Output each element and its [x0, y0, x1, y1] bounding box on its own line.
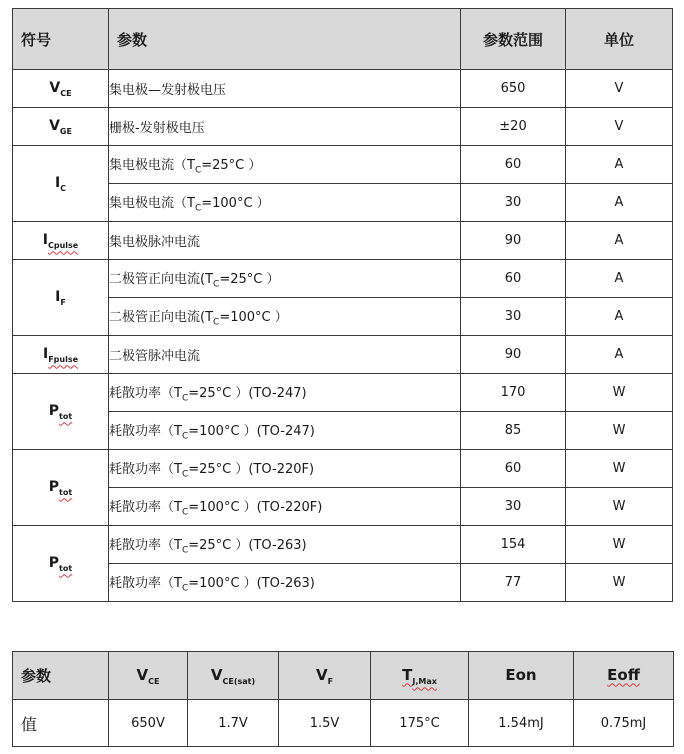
spec-col-header	[371, 652, 469, 700]
param-text: 耗散功率（T	[109, 537, 182, 553]
param-cell	[109, 564, 461, 602]
spec-symbol: T	[402, 665, 413, 684]
symbol-sub: tot	[59, 563, 73, 573]
symbol-cell	[13, 450, 109, 526]
unit-cell: A	[566, 298, 673, 336]
param-text: 耗散功率（T	[109, 575, 182, 591]
param-text: 集电极脉冲电流	[109, 235, 201, 250]
table-row	[13, 564, 673, 602]
spec-symbol: V	[315, 665, 328, 684]
ratings-table	[12, 8, 673, 602]
symbol-sub: tot	[59, 487, 73, 497]
range-cell: 60	[461, 260, 566, 298]
spec-col-header	[109, 652, 188, 700]
spec-value: 1.7V	[188, 700, 279, 747]
unit-cell: A	[566, 336, 673, 374]
param-text: 耗散功率（T	[109, 385, 182, 401]
table-row	[13, 374, 673, 412]
range-cell: 90	[461, 222, 566, 260]
spec-symbol: Eon	[505, 665, 537, 684]
range-cell: 30	[461, 184, 566, 222]
param-cell	[109, 146, 461, 184]
table-row	[13, 298, 673, 336]
table-row	[13, 222, 673, 260]
table-row	[13, 450, 673, 488]
param-cell	[109, 298, 461, 336]
unit-cell: A	[566, 222, 673, 260]
spec-value: 1.5V	[279, 700, 371, 747]
param-sub: C	[181, 583, 189, 594]
spec-value: 650V	[109, 700, 188, 747]
range-cell: 90	[461, 336, 566, 374]
symbol-sub: Cpulse	[47, 240, 79, 250]
symbol-cell	[13, 374, 109, 450]
symbol-main: I	[55, 288, 61, 305]
symbol-sub: Fpulse	[48, 354, 79, 364]
range-cell: ±20	[461, 108, 566, 146]
param-text: 集电极电流（T	[109, 157, 195, 173]
spec-symbol: V	[210, 665, 223, 684]
unit-cell: W	[566, 374, 673, 412]
param-text-post: =100°C ）	[219, 309, 288, 325]
spec-symbol-sub: J,Max	[412, 676, 437, 686]
symbol-main: V	[49, 79, 61, 96]
param-sub: C	[213, 317, 220, 328]
param-cell	[109, 222, 461, 260]
symbol-cell	[13, 108, 109, 146]
param-text: 二极管正向电流(T	[109, 271, 214, 287]
param-cell	[109, 526, 461, 564]
param-text: 二极管正向电流(T	[109, 309, 214, 325]
ratings-header-row	[13, 9, 673, 70]
spec-value: 0.75mJ	[574, 700, 674, 747]
symbol-cell	[13, 222, 109, 260]
symbol-sub: tot	[59, 411, 73, 421]
param-text-post: =100°C ）(TO-220F)	[188, 499, 323, 515]
param-text: 二极管脉冲电流	[109, 349, 201, 364]
symbol-cell	[13, 70, 109, 108]
param-text-post: =100°C ）(TO-247)	[188, 423, 315, 439]
param-sub: C	[181, 545, 189, 556]
unit-cell: W	[566, 564, 673, 602]
param-text: 耗散功率（T	[109, 499, 182, 515]
unit-cell: W	[566, 412, 673, 450]
param-sub: C	[181, 393, 189, 404]
symbol-sub: C	[60, 183, 67, 193]
range-cell: 77	[461, 564, 566, 602]
unit-cell: W	[566, 488, 673, 526]
table-row	[13, 146, 673, 184]
spec-col-header	[188, 652, 279, 700]
unit-cell: A	[566, 260, 673, 298]
header-symbol: 符号	[13, 9, 109, 70]
range-cell: 85	[461, 412, 566, 450]
symbol-main: I	[42, 345, 49, 362]
spec-col-header	[279, 652, 371, 700]
unit-cell: V	[566, 70, 673, 108]
param-text-post: =25°C ）(TO-247)	[188, 385, 307, 401]
specs-header-row	[13, 652, 674, 700]
param-sub: C	[194, 203, 202, 214]
table-row	[13, 108, 673, 146]
param-sub: C	[181, 469, 189, 480]
table-row	[13, 260, 673, 298]
unit-cell: W	[566, 526, 673, 564]
header-range: 参数范围	[461, 9, 566, 70]
spec-value: 175°C	[371, 700, 469, 747]
symbol-main: P	[48, 478, 60, 495]
param-cell	[109, 260, 461, 298]
spec-symbol: Eoff	[607, 665, 640, 684]
range-cell: 170	[461, 374, 566, 412]
param-cell	[109, 184, 461, 222]
param-text-post: =25°C ）	[201, 157, 262, 173]
param-sub: C	[181, 431, 189, 442]
param-cell	[109, 412, 461, 450]
symbol-sub: F	[60, 297, 66, 307]
spec-col-header	[574, 652, 674, 700]
param-sub: C	[181, 507, 189, 518]
symbol-sub: CE	[60, 88, 72, 98]
param-text-post: =25°C ）(TO-220F)	[188, 461, 315, 477]
symbol-main: I	[42, 231, 48, 248]
param-sub: C	[194, 165, 202, 176]
param-cell	[109, 374, 461, 412]
param-cell	[109, 488, 461, 526]
unit-cell: W	[566, 450, 673, 488]
table-row	[13, 336, 673, 374]
spec-symbol: V	[136, 665, 149, 684]
range-cell: 154	[461, 526, 566, 564]
unit-cell: A	[566, 146, 673, 184]
unit-cell: A	[566, 184, 673, 222]
spec-value: 1.54mJ	[469, 700, 574, 747]
symbol-cell	[13, 146, 109, 222]
specs-header-label: 参数	[13, 652, 109, 700]
table-row	[13, 488, 673, 526]
table-row	[13, 526, 673, 564]
symbol-sub: GE	[59, 126, 72, 136]
range-cell: 60	[461, 146, 566, 184]
spec-symbol-sub: F	[327, 676, 334, 686]
range-cell: 30	[461, 298, 566, 336]
spec-symbol-sub: CE	[148, 676, 160, 686]
key-specs-table	[12, 651, 674, 747]
param-text: 耗散功率（T	[109, 461, 182, 477]
table-row	[13, 412, 673, 450]
range-cell: 30	[461, 488, 566, 526]
symbol-main: V	[49, 117, 60, 134]
specs-value-row	[13, 700, 674, 747]
param-cell	[109, 70, 461, 108]
param-text: 集电极—发射极电压	[109, 83, 227, 98]
symbol-cell	[13, 336, 109, 374]
table-row	[13, 70, 673, 108]
param-text: 耗散功率（T	[109, 423, 182, 439]
symbol-main: P	[48, 402, 60, 419]
param-text: 集电极电流（T	[109, 195, 195, 211]
spec-col-header	[469, 652, 574, 700]
table-row	[13, 184, 673, 222]
param-cell	[109, 108, 461, 146]
symbol-cell	[13, 526, 109, 602]
param-text-post: =100°C ）(TO-263)	[188, 575, 315, 591]
unit-cell: V	[566, 108, 673, 146]
header-unit: 单位	[566, 9, 673, 70]
param-text-post: =100°C ）	[201, 195, 270, 211]
param-text: 栅极-发射极电压	[109, 121, 205, 136]
range-cell: 60	[461, 450, 566, 488]
header-param: 参数	[109, 9, 461, 70]
spec-symbol-sub: CE(sat)	[222, 676, 256, 686]
symbol-main: I	[54, 174, 61, 191]
specs-row-label: 值	[13, 700, 109, 747]
param-text-post: =25°C ）(TO-263)	[188, 537, 307, 553]
symbol-main: P	[48, 554, 60, 571]
param-cell	[109, 450, 461, 488]
range-cell: 650	[461, 70, 566, 108]
param-text-post: =25°C ）	[219, 271, 280, 287]
symbol-cell	[13, 260, 109, 336]
param-cell	[109, 336, 461, 374]
param-sub: C	[213, 279, 220, 290]
